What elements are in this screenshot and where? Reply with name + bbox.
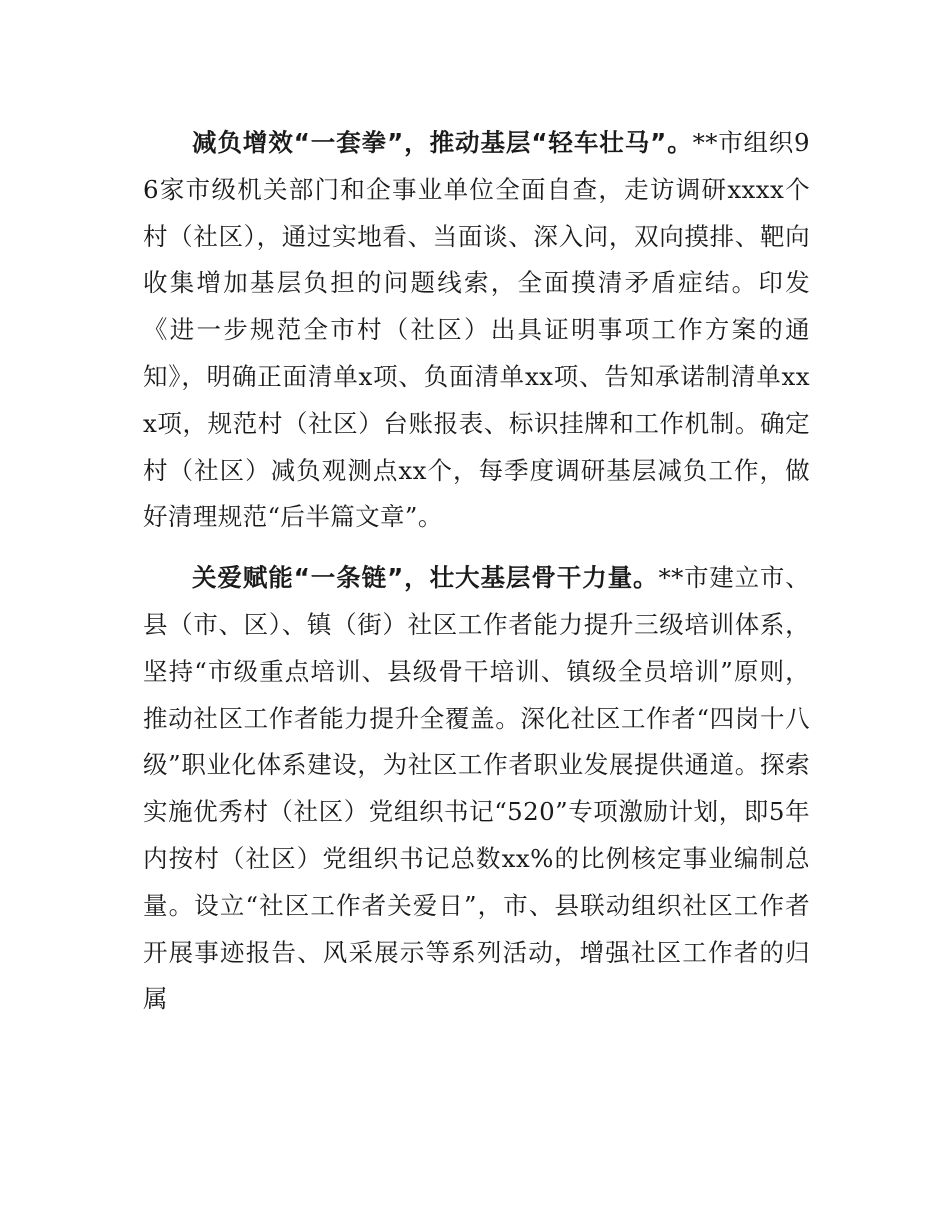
paragraph-1-body: **市组织96家市级机关部门和企事业单位全面自查，走访调研xxxx个村（社区），通过实地看、当面谈、深入问，双向摸排、靶向收集增加基层负担的问题线索，全面摸清矛盾症结。印发《进一步规范全市村（社区）出具证明事项工作方案的通知》，明确正面清单x项、负面清单xx项、告知承诺制清单xxx项，规范村（社区）台账报表、标识挂牌和工作机制。确定村（社区）减负观测点xx个，每季度调研基层减负工作，做好清理规范“后半篇文章”。 [143, 128, 810, 532]
paragraph-1 [143, 120, 810, 541]
paragraph-1-heading: 减负增效“一套拳”，推动基层“轻车壮马”。 [192, 128, 693, 157]
paragraph-2 [143, 555, 810, 1023]
paragraph-2-body: **市建立市、县（市、区）、镇（街）社区工作者能力提升三级培训体系，坚持“市级重点培训、县级骨干培训、镇级全员培训”原则，推动社区工作者能力提升全覆盖。深化社区工作者“四岗十八级”职业化体系建设，为社区工作者职业发展提供通道。探索实施优秀村（社区）党组织书记“520”专项激励计划，即5年内按村（社区）党组织书记总数xx%的比例核定事业编制总量。设立“社区工作者关爱日”，市、县联动组织社区工作者开展事迹报告、风采展示等系列活动，增强社区工作者的归属 [143, 563, 810, 1014]
paragraph-2-heading: 关爱赋能“一条链”，壮大基层骨干力量。 [192, 563, 659, 593]
document-body [143, 120, 810, 1037]
